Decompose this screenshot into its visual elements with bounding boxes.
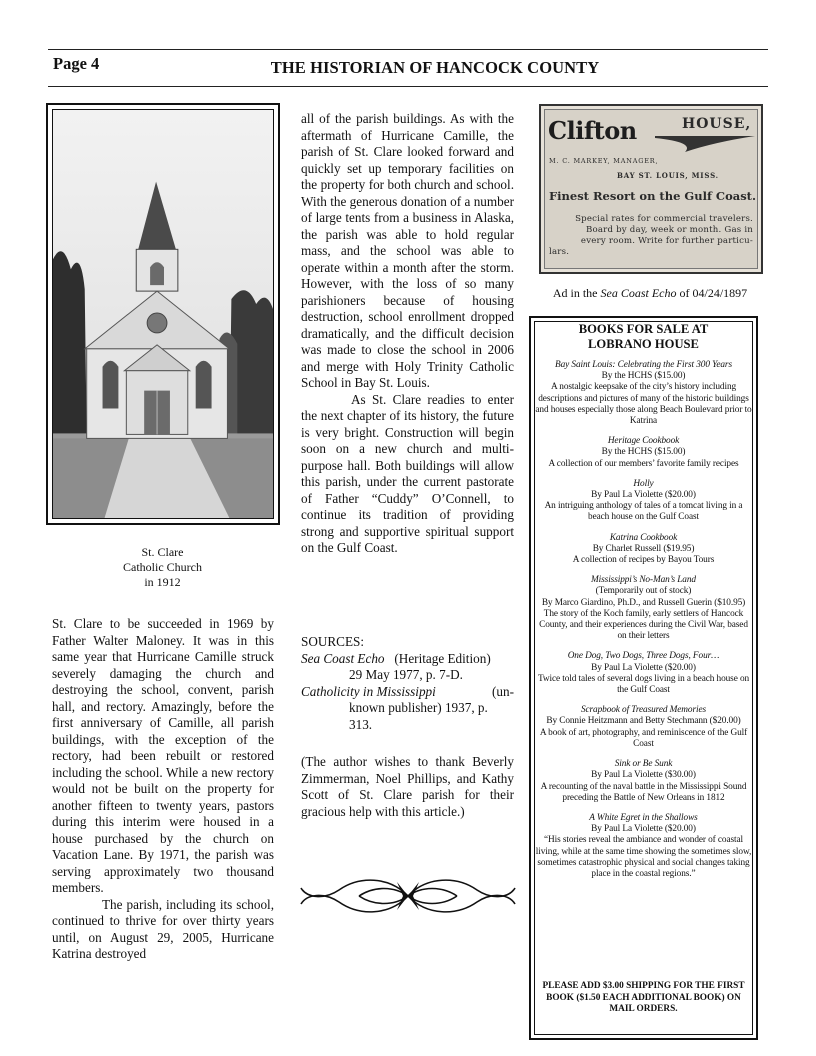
book-entry: [534, 436, 753, 470]
ad-hotel-house: HOUSE,: [682, 116, 752, 132]
ad-caption-paper: Sea Coast Echo: [600, 286, 677, 300]
book-author-price: By Paul La Violette ($30.00): [591, 770, 696, 781]
ad-swash-ornament: [655, 134, 758, 154]
book-entry: [534, 360, 753, 427]
ad-manager: M. C. MARKEY, MANAGER,: [549, 157, 659, 165]
header-rule-bottom: [48, 86, 768, 87]
header-rule-top: [48, 49, 768, 50]
book-entry: [534, 705, 753, 750]
sources-section: [301, 634, 514, 733]
book-title: Scrapbook of Treasured Memories: [580, 705, 707, 716]
book-title: Katrina Cookbook: [609, 532, 678, 543]
clifton-house-ad: [539, 104, 763, 274]
article-column-2: [301, 111, 514, 557]
ad-hotel-name: Clifton: [548, 116, 637, 145]
source-title: Catholicity in Mississippi: [301, 683, 436, 699]
book-author-price: (Temporarily out of stock) By Marco Giardino, Ph.D., and Russell Guerin ($10.95): [541, 586, 746, 608]
book-description: Twice told tales of several dogs living in a beach house on the Gulf Coast: [537, 673, 750, 696]
source-detail: (un-: [492, 683, 514, 699]
books-heading-line: BOOKS FOR SALE AT: [578, 322, 709, 336]
ad-body-line: lars.: [549, 247, 570, 257]
book-description: A book of art, photography, and reminiscence of the Gulf Coast: [539, 727, 748, 749]
book-title: Bay Saint Louis: Celebrating the First 300 Years: [555, 360, 732, 370]
books-heading-line: LOBRANO HOUSE: [588, 337, 699, 351]
article-paragraph: St. Clare to be succeeded in 1969 by Father Walter Maloney. It was in this same year that Hurricane Camille struck severely damaging the church and destroying the school, convent, parish hall, and rectory. Amazingly, before the first anniversary of Camille, all parish buildings, with the exception of the rectory, had been rebuilt or restored including the school. While a new rectory would not be built on the property for another fifteen to twenty years, pastors during this interim were housed in a house purchased by the church on Vacation Lane. By 1971, the parish was serving approximately two thousand members.: [52, 616, 274, 895]
book-entry: [534, 575, 753, 642]
source-line: 29 May 1977, p. 7-D.: [349, 667, 463, 682]
ad-image: [544, 109, 758, 269]
newsletter-title: THE HISTORIAN OF HANCOCK COUNTY: [270, 58, 600, 77]
article-paragraph: The parish, including its school, continued to thrive for over thirty years until, on August 29, 2005, Hurricane Katrina destroyed: [52, 896, 274, 961]
decorative-flourish-ornament: [299, 872, 517, 920]
books-for-sale-box: [529, 316, 758, 1040]
book-entry: [534, 533, 753, 567]
book-title: A White Egret in the Shallows: [589, 812, 698, 823]
book-author-price: By Paul La Violette ($20.00): [591, 490, 696, 501]
book-description: A collection of our members’ favorite family recipes: [548, 458, 739, 469]
ad-body-line: every room. Write for further particu-: [580, 236, 753, 246]
church-photo-image: [53, 110, 273, 518]
book-author-price: By the HCHS ($15.00): [601, 447, 686, 458]
book-entry: [534, 813, 753, 880]
article-paragraph: As St. Clare readies to enter the next chapter of its history, the future is very bright. Construction will begin soon on a new church and multi-purpose hall. Both buildings will allow this parish, under the current pastorate of Father “Cuddy” O’Connell, to continue its tradition of providing strong and supportive spiritual support on the Gulf Coast.: [301, 391, 514, 555]
book-title: Mississippi’s No-Man’s Land: [591, 575, 696, 586]
church-photo: [52, 109, 274, 519]
ad-body-line: Special rates for commercial travelers.: [575, 214, 753, 224]
book-entry: [534, 759, 753, 804]
book-description: A collection of recipes by Bayou Tours: [572, 555, 715, 566]
source-detail: (Heritage Edition): [394, 650, 491, 666]
ad-caption-prefix: Ad in the: [552, 286, 598, 300]
source-title: Sea Coast Echo: [301, 650, 385, 666]
ad-headline: Finest Resort on the Gulf Coast.: [549, 189, 756, 203]
book-description: A nostalgic keepsake of the city’s history including descriptions and pictures of many of the historic buildings and houses especially those along Beach Boulevard prior to Katrina: [535, 382, 752, 427]
page-number: Page 4: [53, 54, 100, 73]
acknowledgement: (The author wishes to thank Beverly Zimmerman, Noel Phillips, and Kathy Scott of St. Clare parish for their gracious help with this article.): [301, 754, 514, 819]
book-title: One Dog, Two Dogs, Three Dogs, Four…: [567, 651, 720, 662]
book-title: Holly: [633, 478, 654, 489]
book-description: “His stories reveal the ambiance and wonder of coastal living, while at the same time showing the sometimes slow, sometimes catastrophic physical and social changes taking place in the coastal regions.”: [535, 835, 752, 879]
photo-caption-line: St. Clare: [141, 545, 184, 559]
article-column-1: [52, 616, 274, 963]
church-photo-frame: [46, 103, 280, 525]
photo-caption-line: Catholic Church: [123, 560, 202, 574]
book-author-price: By Connie Heitzmann and Betty Stechmann ($20.00): [546, 716, 741, 727]
book-title: Heritage Cookbook: [607, 436, 680, 447]
book-author-price: By Paul La Violette ($20.00): [591, 662, 696, 673]
books-heading: [531, 322, 756, 352]
source-line: 313.: [349, 716, 373, 732]
book-entry: [534, 651, 753, 696]
book-description: The story of the Koch family, early settlers of Hancock County, and their experiences during the Civil War, based on their letters: [539, 608, 748, 642]
photo-caption-line: in 1912: [144, 575, 181, 589]
book-author-price: By the HCHS ($15.00): [601, 371, 686, 382]
photo-caption: [80, 545, 245, 590]
article-paragraph: all of the parish buildings. As with the aftermath of Hurricane Camille, the parish of St. Clare looked forward and quickly set up temporary facilities on the property for both church and school. With the generous donation of a number of large tents from a business in Alaska, the parish was able to hold regular mass, and the school was able to operate within a month after the storm. However, with the loss of so many parishioners because of housing destruction, school enrollment dropped dramatically, and the difficult decision was made to close the school in 2006 and merge with Holy Trinity Catholic School in Bay St. Louis.: [301, 111, 514, 390]
book-title: Sink or Be Sunk: [614, 759, 673, 770]
book-description: An intriguing anthology of tales of a tomcat living in a beach house on the Gulf Coast: [544, 501, 743, 523]
ad-caption: [530, 286, 770, 301]
shipping-note: PLEASE ADD $3.00 SHIPPING FOR THE FIRST BOOK ($1.50 EACH ADDITIONAL BOOK) ON MAIL ORDERS.: [542, 981, 745, 1014]
source-line: known publisher) 1937, p.: [349, 700, 488, 715]
sources-heading: SOURCES:: [301, 634, 365, 649]
source-entry: [301, 651, 514, 668]
source-entry: [301, 684, 514, 701]
book-entry: [534, 479, 753, 524]
book-description: A recounting of the naval battle in the Mississippi Sound preceding the Battle of New Orleans in 1812: [540, 781, 747, 803]
ad-caption-suffix: of 04/24/1897: [679, 286, 748, 300]
book-author-price: By Paul La Violette ($20.00): [591, 824, 696, 835]
ad-location: BAY ST. LOUIS, MISS.: [617, 171, 719, 180]
ad-body-line: Board by day, week or month. Gas in: [585, 225, 753, 235]
book-author-price: By Charlet Russell ($19.95): [592, 543, 695, 554]
books-list: [534, 360, 753, 889]
